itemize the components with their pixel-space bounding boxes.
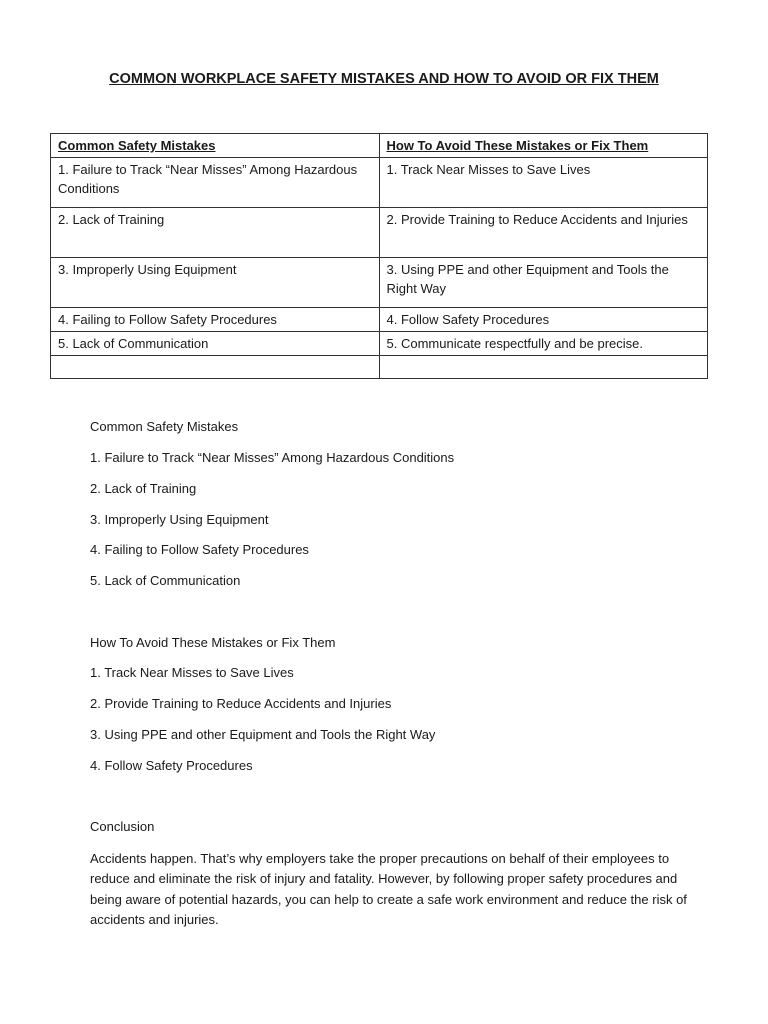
list-item: 2. Provide Training to Reduce Accidents and Injuries (90, 696, 392, 711)
table-row (51, 308, 708, 332)
list-item: 1. Track Near Misses to Save Lives (90, 665, 294, 680)
list-item: 2. Lack of Training (90, 481, 197, 496)
table-row (51, 208, 708, 258)
table-cell: 5. Lack of Communication (51, 332, 380, 356)
list-item: 3. Using PPE and other Equipment and Tools the Right Way (90, 727, 436, 742)
list-item: 4. Follow Safety Procedures (90, 758, 253, 773)
table-cell: 2. Provide Training to Reduce Accidents and Injuries (379, 208, 708, 258)
fixes-heading: How To Avoid These Mistakes or Fix Them (90, 635, 336, 650)
table-cell-empty (51, 356, 380, 379)
table-cell: 1. Failure to Track “Near Misses” Among Hazardous Conditions (51, 158, 380, 208)
document-title: COMMON WORKPLACE SAFETY MISTAKES AND HOW TO AVOID OR FIX THEM (109, 71, 659, 87)
table-cell: 2. Lack of Training (51, 208, 380, 258)
list-item: 1. Failure to Track “Near Misses” Among Hazardous Conditions (90, 450, 455, 465)
table-cell-empty (379, 356, 708, 379)
list-item: 4. Failing to Follow Safety Procedures (90, 542, 309, 557)
table-cell: 1. Track Near Misses to Save Lives (379, 158, 708, 208)
table-cell: 3. Improperly Using Equipment (51, 258, 380, 308)
table-header-row (51, 134, 708, 158)
safety-table (50, 133, 708, 379)
table-header-mistakes: Common Safety Mistakes (51, 134, 380, 158)
conclusion-paragraph: Accidents happen. That’s why employers take the proper precautions on behalf of their employees to reduce and eliminate the risk of injury and fatality. However, by following proper safety procedures and being aware of potential hazards, you can help to create a safe work environment and reduce the risk of accidents and injuries. (90, 851, 687, 927)
table-cell: 4. Failing to Follow Safety Procedures (51, 308, 380, 332)
table-row (51, 158, 708, 208)
mistakes-heading: Common Safety Mistakes (90, 419, 239, 434)
list-item: 3. Improperly Using Equipment (90, 512, 269, 527)
list-item: 5. Lack of Communication (90, 573, 241, 588)
table-header-fixes: How To Avoid These Mistakes or Fix Them (379, 134, 708, 158)
table-row (51, 258, 708, 308)
conclusion-heading: Conclusion (90, 819, 155, 834)
table-cell: 4. Follow Safety Procedures (379, 308, 708, 332)
table-row (51, 332, 708, 356)
table-row-empty (51, 356, 708, 379)
table-cell: 3. Using PPE and other Equipment and Tools the Right Way (379, 258, 708, 308)
table-cell: 5. Communicate respectfully and be precise. (379, 332, 708, 356)
